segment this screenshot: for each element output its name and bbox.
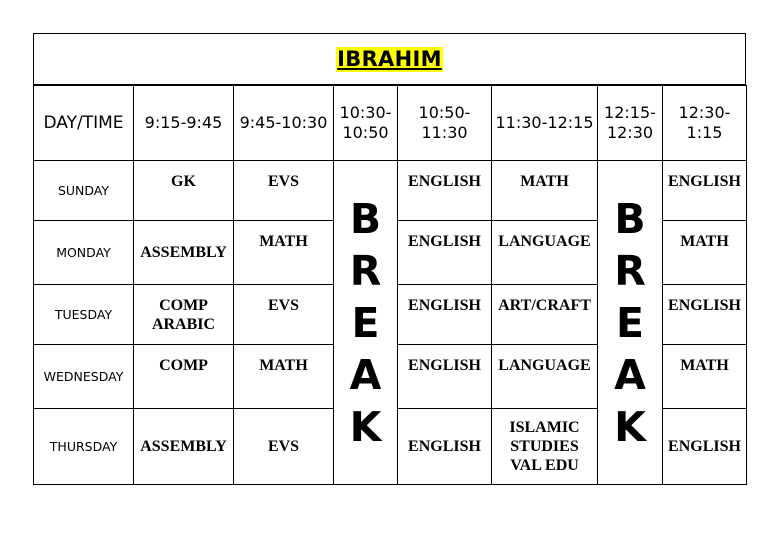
break-column xyxy=(334,161,398,485)
subject-cell: ENGLISH xyxy=(398,221,492,285)
day-label: MONDAY xyxy=(34,221,134,285)
break-letter: R xyxy=(614,246,646,295)
subject-cell: ISLAMIC STUDIES VAL EDU xyxy=(492,409,598,485)
subject-cell: LANGUAGE xyxy=(492,221,598,285)
break-letter: E xyxy=(615,298,644,347)
timetable xyxy=(33,85,747,485)
subject-cell: COMP xyxy=(134,345,234,409)
time-slot-header: 9:15-9:45 xyxy=(134,86,234,161)
break-letter: A xyxy=(614,350,646,399)
subject-cell: LANGUAGE xyxy=(492,345,598,409)
subject-cell: EVS xyxy=(234,161,334,221)
subject-cell: MATH xyxy=(663,221,747,285)
subject-cell: ENGLISH xyxy=(663,285,747,345)
table-row xyxy=(34,161,747,221)
subject-cell: ASSEMBLY xyxy=(134,409,234,485)
time-slot-header: 10:30-10:50 xyxy=(334,86,398,161)
subject-cell: ART/CRAFT xyxy=(492,285,598,345)
page-title: IBRAHIM xyxy=(337,46,442,71)
time-slot-header: 12:30-1:15 xyxy=(663,86,747,161)
title-bar xyxy=(33,33,746,85)
time-slot-header: 12:15-12:30 xyxy=(598,86,663,161)
subject-cell: ASSEMBLY xyxy=(134,221,234,285)
subject-cell: MATH xyxy=(492,161,598,221)
subject-cell: ENGLISH xyxy=(398,285,492,345)
day-label: SUNDAY xyxy=(34,161,134,221)
day-time-header: DAY/TIME xyxy=(34,86,134,161)
time-slot-header: 9:45-10:30 xyxy=(234,86,334,161)
break-letter: K xyxy=(349,402,382,451)
day-label: WEDNESDAY xyxy=(34,345,134,409)
subject-cell: MATH xyxy=(234,345,334,409)
subject-cell: COMP ARABIC xyxy=(134,285,234,345)
break-letter: K xyxy=(614,402,646,451)
break-letter: R xyxy=(349,246,382,295)
subject-cell: EVS xyxy=(234,409,334,485)
break-letter: A xyxy=(349,350,382,399)
break-letter: B xyxy=(349,194,382,243)
subject-cell: ENGLISH xyxy=(663,161,747,221)
subject-cell: MATH xyxy=(663,345,747,409)
break-letter: B xyxy=(614,194,646,243)
subject-cell: ENGLISH xyxy=(398,345,492,409)
subject-cell: ENGLISH xyxy=(398,409,492,485)
subject-cell: EVS xyxy=(234,285,334,345)
time-slot-header: 11:30-12:15 xyxy=(492,86,598,161)
day-label: THURSDAY xyxy=(34,409,134,485)
time-slot-header: 10:50-11:30 xyxy=(398,86,492,161)
break-column xyxy=(598,161,663,485)
day-label: TUESDAY xyxy=(34,285,134,345)
subject-cell: ENGLISH xyxy=(663,409,747,485)
subject-cell: GK xyxy=(134,161,234,221)
header-row xyxy=(34,86,747,161)
subject-cell: ENGLISH xyxy=(398,161,492,221)
break-letter: E xyxy=(351,298,380,347)
subject-cell: MATH xyxy=(234,221,334,285)
